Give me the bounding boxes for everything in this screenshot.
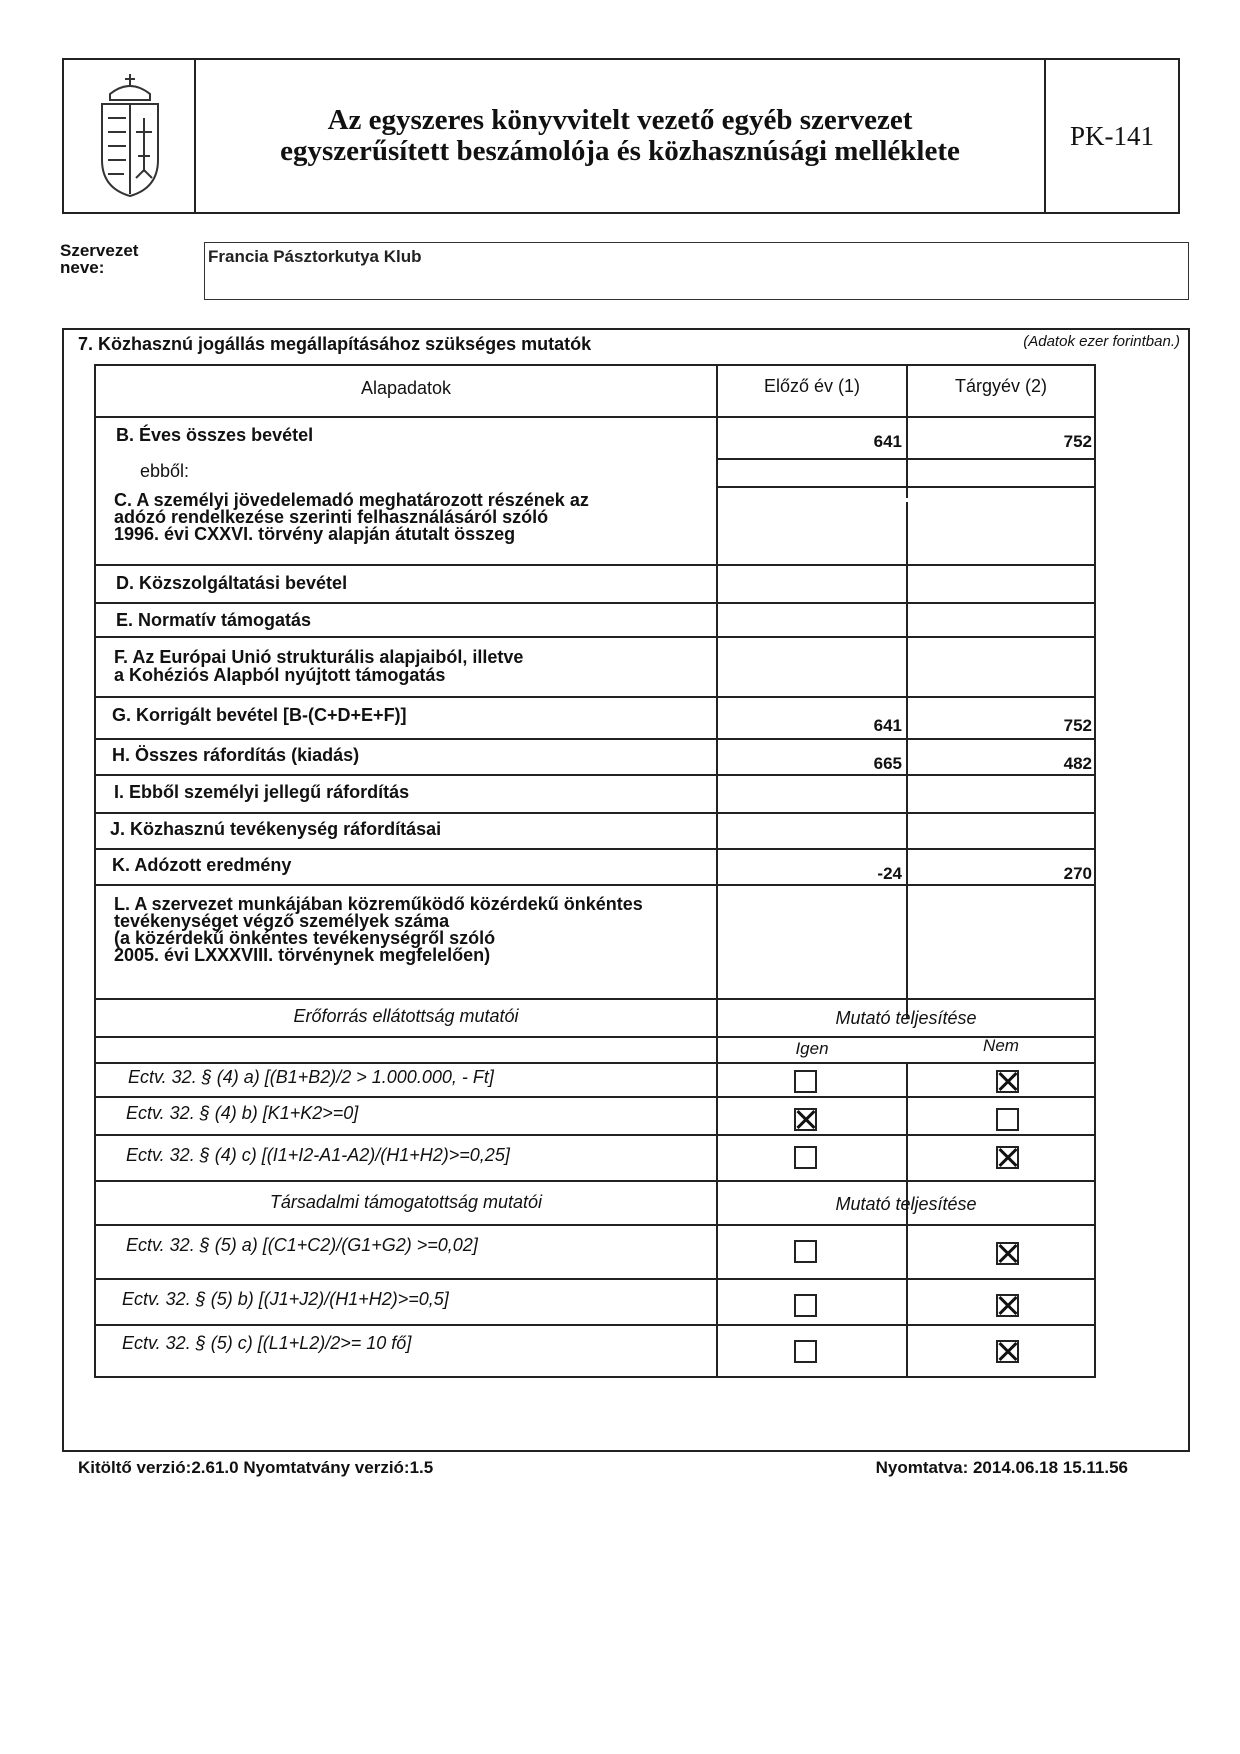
value-h-curr: 482 bbox=[1063, 754, 1092, 773]
form-title-line2: egyszerűsített beszámolója és közhasznúsági melléklete bbox=[280, 135, 960, 167]
resource-indicator-b: Ectv. 32. § (4) b) [K1+K2>=0] bbox=[126, 1103, 359, 1123]
social-fulfilment-header: Mutató teljesítése bbox=[835, 1194, 977, 1214]
column-header-current-year: Tárgyév (2) bbox=[954, 376, 1048, 396]
social-indicators-title: Társadalmi támogatottság mutatói bbox=[269, 1192, 543, 1212]
column-header-prev-year: Előző év (1) bbox=[763, 376, 861, 396]
social-indicator-c: Ectv. 32. § (5) c) [(L1+L2)/2>= 10 fő] bbox=[122, 1333, 412, 1353]
row-label-of-which: ebből: bbox=[140, 461, 190, 481]
organization-name-field[interactable]: Francia Pásztorkutya Klub bbox=[204, 242, 1189, 300]
resource-c-yes-checkbox[interactable] bbox=[794, 1146, 817, 1169]
print-timestamp: Nyomtatva: 2014.06.18 15.11.56 bbox=[875, 1458, 1128, 1477]
social-b-yes-checkbox[interactable] bbox=[794, 1294, 817, 1317]
form-title-line1: Az egyszeres könyvvitelt vezető egyéb szervezet bbox=[327, 104, 913, 136]
value-g-prev: 641 bbox=[873, 716, 902, 735]
row-label-j: J. Közhasznú tevékenység ráfordításai bbox=[110, 819, 442, 839]
yes-column-header: Igen bbox=[795, 1039, 829, 1058]
social-c-yes-checkbox[interactable] bbox=[794, 1340, 817, 1363]
social-a-no-checkbox[interactable] bbox=[996, 1242, 1019, 1265]
social-indicator-b: Ectv. 32. § (5) b) [(J1+J2)/(H1+H2)>=0,5] bbox=[122, 1289, 449, 1309]
organization-label-line1: Szervezet bbox=[60, 241, 139, 260]
row-label-i: I. Ebből személyi jellegű ráfordítás bbox=[114, 782, 410, 802]
hungarian-coat-of-arms-icon bbox=[64, 60, 196, 212]
row-label-c: C. A személyi jövedelemadó meghatározott részének az adózó rendelkezése szerinti felhasználásáról szóló 1996. évi CXXVI. törvény alapján átutalt összeg bbox=[114, 490, 589, 544]
row-label-f: F. Az Európai Unió strukturális alapjaiból, illetve a Kohéziós Alapból nyújtott támogatás bbox=[114, 647, 524, 685]
row-label-d: D. Közszolgáltatási bevétel bbox=[116, 573, 348, 593]
filler-version: Kitöltő verzió:2.61.0 Nyomtatvány verzió:1.5 bbox=[78, 1458, 434, 1477]
form-code: PK-141 bbox=[1069, 120, 1154, 151]
social-b-no-checkbox[interactable] bbox=[996, 1294, 1019, 1317]
value-b-prev: 641 bbox=[873, 432, 902, 451]
row-label-g: G. Korrigált bevétel [B-(C+D+E+F)] bbox=[112, 705, 407, 725]
row-label-h: H. Összes ráfordítás (kiadás) bbox=[112, 745, 360, 765]
unit-note: (Adatok ezer forintban.) bbox=[1023, 333, 1180, 350]
organization-label bbox=[60, 242, 180, 276]
social-indicator-a: Ectv. 32. § (5) a) [(C1+C2)/(G1+G2) >=0,02] bbox=[126, 1235, 478, 1255]
resource-b-no-checkbox[interactable] bbox=[996, 1108, 1019, 1131]
crest-cell bbox=[64, 60, 196, 212]
row-label-l: L. A szervezet munkájában közreműködő közérdekű önkéntes tevékenységet végző személyek száma (a közérdekű önkéntes tevékenységről szóló 2005. évi LXXXVIII. törvénynek megfelelően) bbox=[114, 894, 643, 965]
resource-indicator-c: Ectv. 32. § (4) c) [(I1+I2-A1-A2)/(H1+H2)>=0,25] bbox=[126, 1145, 510, 1165]
value-g-curr: 752 bbox=[1063, 716, 1092, 735]
organization-label-line2: neve: bbox=[60, 258, 105, 277]
resource-indicators-title: Erőforrás ellátottság mutatói bbox=[293, 1006, 519, 1026]
resource-a-no-checkbox[interactable] bbox=[996, 1070, 1019, 1093]
social-a-yes-checkbox[interactable] bbox=[794, 1240, 817, 1263]
value-k-curr: 270 bbox=[1063, 864, 1092, 883]
section-title: 7. Közhasznú jogállás megállapításához szükséges mutatók bbox=[78, 334, 592, 354]
form-title bbox=[196, 60, 1046, 212]
column-header-basic: Alapadatok bbox=[360, 378, 452, 398]
value-b-curr: 752 bbox=[1063, 432, 1092, 451]
resource-b-yes-checkbox[interactable] bbox=[794, 1108, 817, 1131]
row-label-e: E. Normatív támogatás bbox=[116, 610, 312, 630]
resource-c-no-checkbox[interactable] bbox=[996, 1146, 1019, 1169]
row-label-b: B. Éves összes bevétel bbox=[116, 425, 314, 445]
value-k-prev: -24 bbox=[877, 864, 902, 883]
row-label-k: K. Adózott eredmény bbox=[112, 855, 292, 875]
value-h-prev: 665 bbox=[873, 754, 902, 773]
resource-a-yes-checkbox[interactable] bbox=[794, 1070, 817, 1093]
form-header bbox=[62, 58, 1180, 214]
resource-indicator-a: Ectv. 32. § (4) a) [(B1+B2)/2 > 1.000.000, - Ft] bbox=[128, 1067, 494, 1087]
resource-fulfilment-header: Mutató teljesítése bbox=[835, 1008, 977, 1028]
social-c-no-checkbox[interactable] bbox=[996, 1340, 1019, 1363]
no-column-header: Nem bbox=[983, 1036, 1019, 1055]
